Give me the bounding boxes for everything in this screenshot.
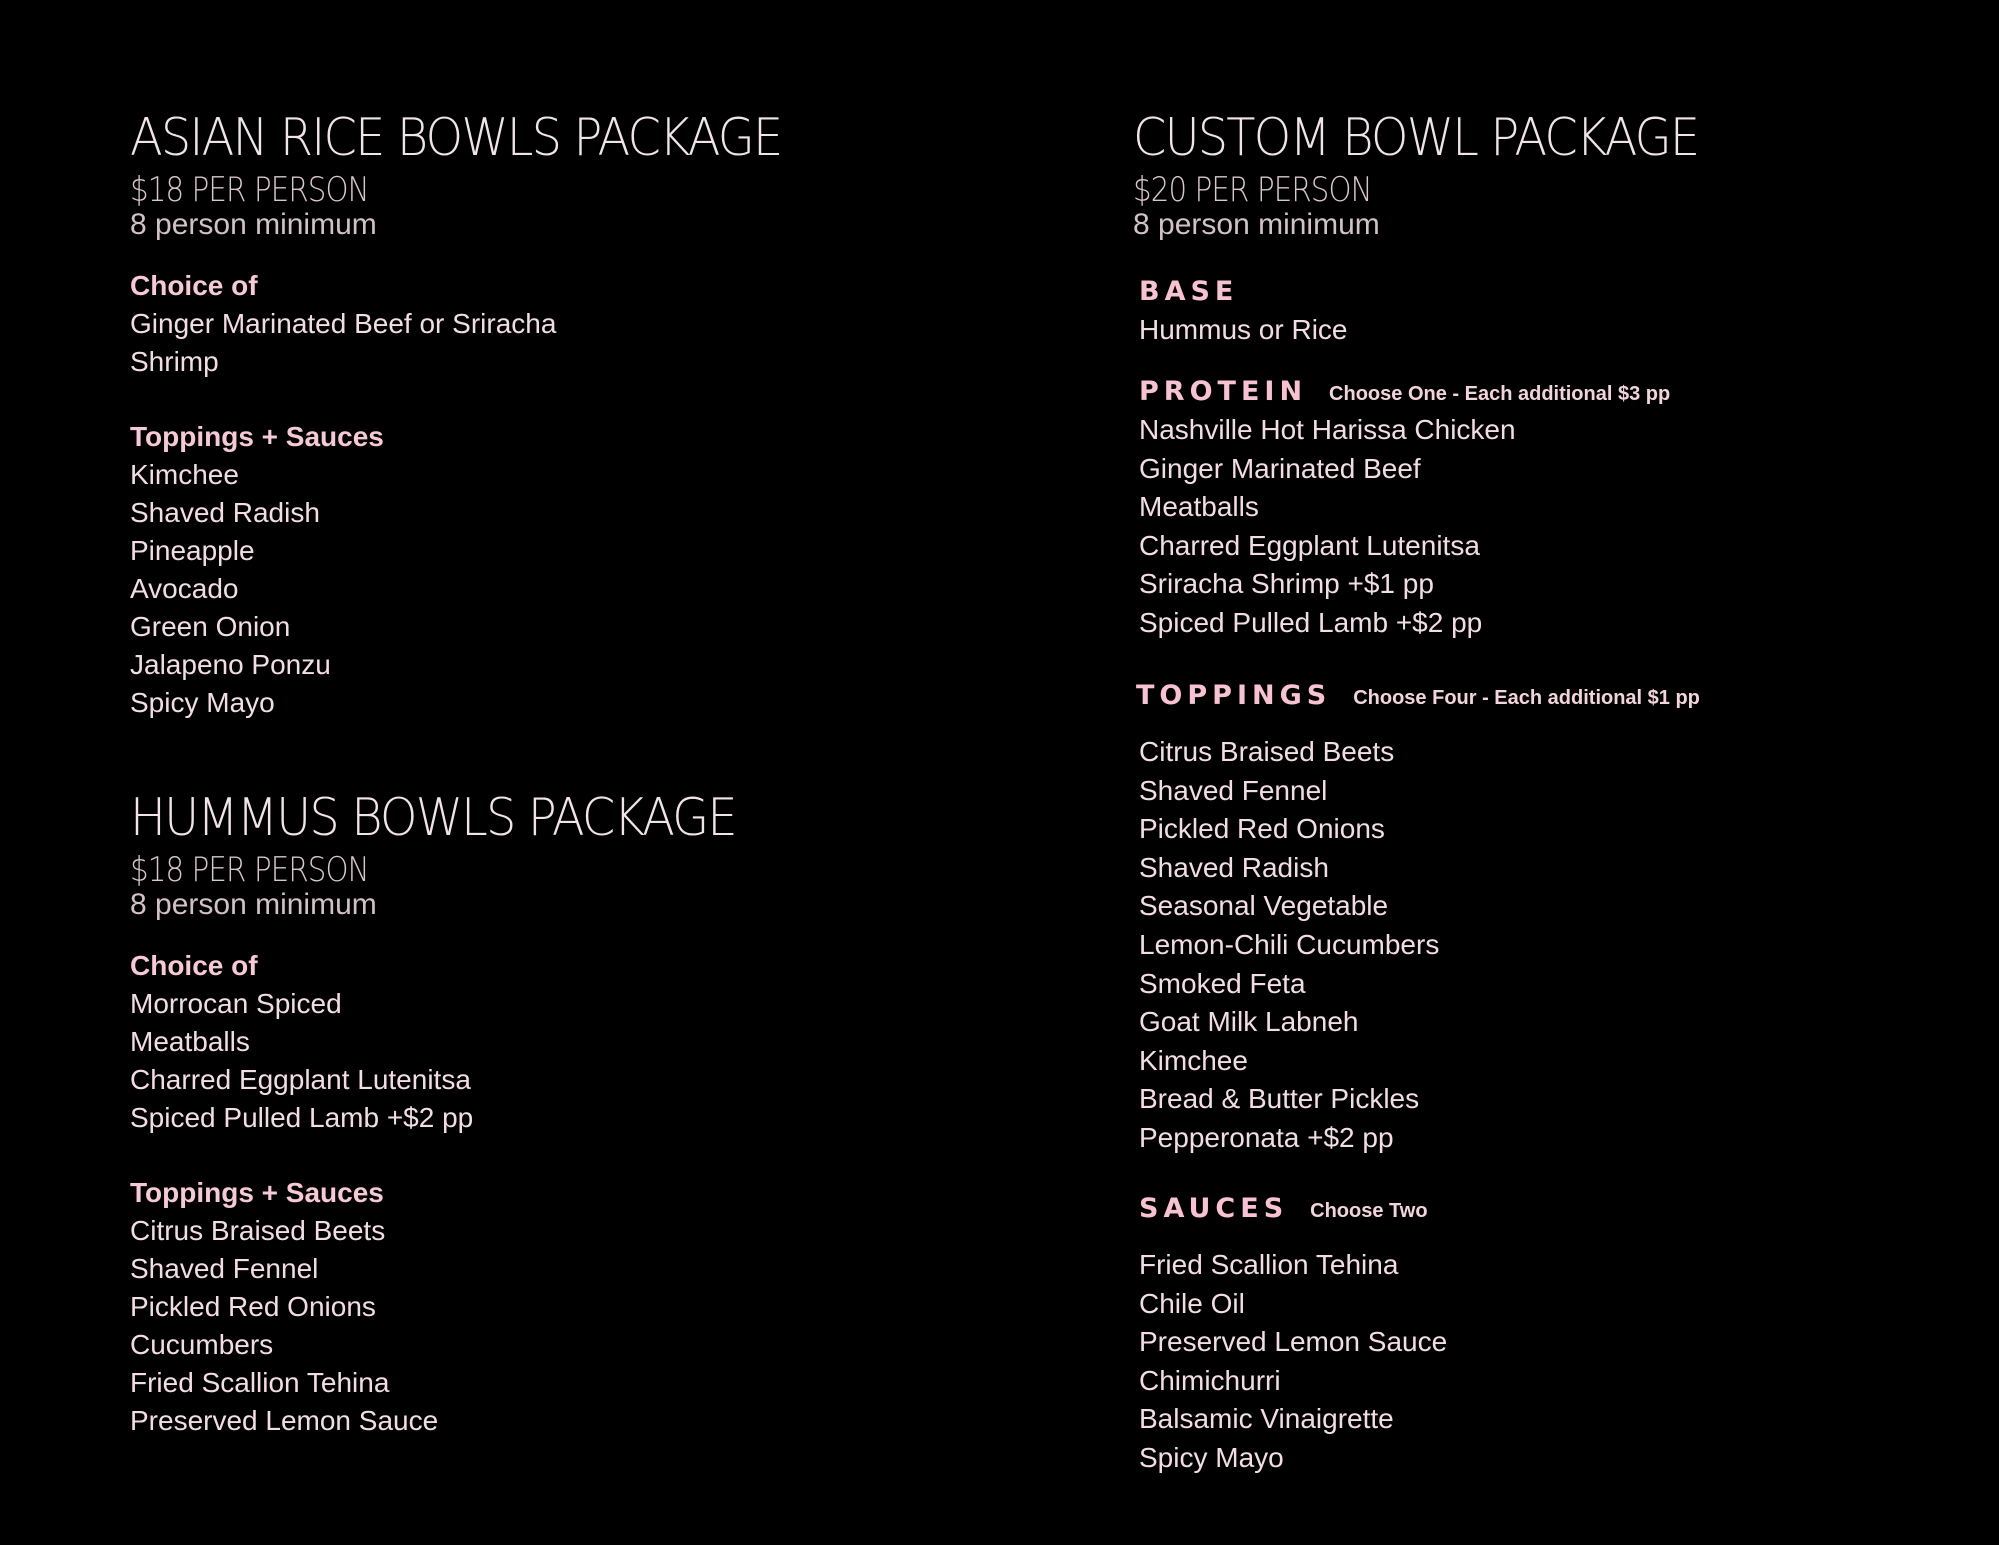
package-price: $18 PER PERSON — [130, 170, 369, 210]
choice-list — [130, 985, 788, 1137]
section-note: Choose Two — [1310, 1200, 1428, 1222]
section-label: TOPPINGS — [1136, 680, 1332, 711]
package-minimum: 8 person minimum — [130, 208, 377, 241]
list-item: Chile Oil — [1139, 1287, 1245, 1319]
list-item: Kimchee — [1139, 1044, 1248, 1076]
list-item: Spiced Pulled Lamb +$2 pp — [1139, 606, 1483, 638]
list-item: Pickled Red Onions — [1139, 813, 1385, 845]
list-item: Pepperonata +$2 pp — [1139, 1121, 1394, 1153]
protein-list — [1139, 411, 1670, 643]
package-price: $18 PER PERSON — [130, 850, 369, 890]
list-item: Spiced Pulled Lamb +$2 pp — [130, 1102, 474, 1133]
list-item: Avocado — [130, 573, 239, 604]
choice-heading: Choice of — [130, 950, 258, 981]
list-item: Chimichurri — [1139, 1364, 1281, 1396]
package-minimum: 8 person minimum — [130, 888, 377, 921]
list-item: Cucumbers — [130, 1329, 274, 1360]
toppings-list — [130, 456, 838, 722]
list-item: Charred Eggplant Lutenitsa — [1139, 529, 1480, 561]
list-item: Preserved Lemon Sauce — [1139, 1326, 1448, 1358]
list-item: Kimchee — [130, 459, 239, 490]
section-note: Choose Four - Each additional $1 pp — [1353, 687, 1700, 709]
list-item: Preserved Lemon Sauce — [130, 1405, 439, 1436]
package-minimum: 8 person minimum — [1133, 208, 1380, 241]
section-header — [1136, 680, 1700, 711]
section-header — [1139, 276, 1347, 307]
choice-list — [130, 305, 838, 381]
sauces-list — [1139, 1246, 1447, 1478]
list-item: Charred Eggplant Lutenitsa — [130, 1064, 471, 1095]
hummus-bowls-package — [130, 788, 788, 1440]
list-item: Pineapple — [130, 535, 255, 566]
list-item: Meatballs — [130, 1026, 250, 1057]
list-item: Hummus or Rice — [1139, 314, 1348, 345]
list-item: Morrocan Spiced — [130, 988, 342, 1019]
choice-heading: Choice of — [130, 270, 258, 301]
section-header — [1139, 376, 1670, 407]
list-item: Shrimp — [130, 346, 219, 377]
section-label: PROTEIN — [1139, 376, 1308, 407]
list-item: Citrus Braised Beets — [130, 1215, 386, 1246]
list-item: Seasonal Vegetable — [1139, 890, 1389, 922]
list-item: Jalapeno Ponzu — [130, 649, 331, 680]
base-section — [1139, 276, 1347, 350]
package-title: ASIAN RICE BOWLS PACKAGE — [130, 108, 782, 168]
list-item: Smoked Feta — [1139, 967, 1306, 999]
custom-bowl-package — [1133, 108, 1747, 244]
toppings-list — [130, 1212, 788, 1440]
list-item: Ginger Marinated Beef or Sriracha — [130, 308, 557, 339]
list-item: Shaved Radish — [130, 497, 320, 528]
list-item: Shaved Fennel — [1139, 774, 1328, 806]
section-note: Choose One - Each additional $3 pp — [1329, 383, 1671, 405]
protein-section — [1139, 376, 1670, 643]
list-item: Fried Scallion Tehina — [1139, 1249, 1399, 1280]
list-item: Balsamic Vinaigrette — [1139, 1403, 1394, 1435]
toppings-heading: Toppings + Sauces — [130, 1177, 384, 1208]
package-price: $20 PER PERSON — [1133, 170, 1372, 210]
list-item: Shaved Radish — [1139, 851, 1329, 883]
section-label: SAUCES — [1139, 1193, 1289, 1224]
list-item: Goat Milk Labneh — [1139, 1006, 1359, 1038]
list-item: Ginger Marinated Beef — [1139, 452, 1421, 484]
list-item: Citrus Braised Beets — [1139, 736, 1395, 767]
list-item: Meatballs — [1139, 491, 1259, 523]
list-item: Shaved Fennel — [130, 1253, 319, 1284]
section-header — [1139, 1193, 1447, 1224]
list-item: Bread & Butter Pickles — [1139, 1083, 1420, 1115]
asian-rice-package — [130, 108, 838, 722]
list-item: Sriracha Shrimp +$1 pp — [1139, 568, 1434, 600]
toppings-list — [1139, 733, 1700, 1158]
toppings-heading: Toppings + Sauces — [130, 421, 384, 452]
list-item: Spicy Mayo — [1139, 1441, 1284, 1473]
package-title: CUSTOM BOWL PACKAGE — [1133, 108, 1699, 168]
list-item: Spicy Mayo — [130, 687, 275, 718]
list-item: Green Onion — [130, 611, 291, 642]
list-item: Pickled Red Onions — [130, 1291, 376, 1322]
list-item: Fried Scallion Tehina — [130, 1367, 390, 1398]
list-item: Lemon-Chili Cucumbers — [1139, 928, 1440, 960]
sauces-section — [1139, 1193, 1447, 1478]
toppings-section — [1136, 680, 1700, 1158]
section-label: BASE — [1139, 276, 1239, 307]
list-item: Nashville Hot Harissa Chicken — [1139, 414, 1516, 445]
package-title: HUMMUS BOWLS PACKAGE — [130, 788, 736, 848]
